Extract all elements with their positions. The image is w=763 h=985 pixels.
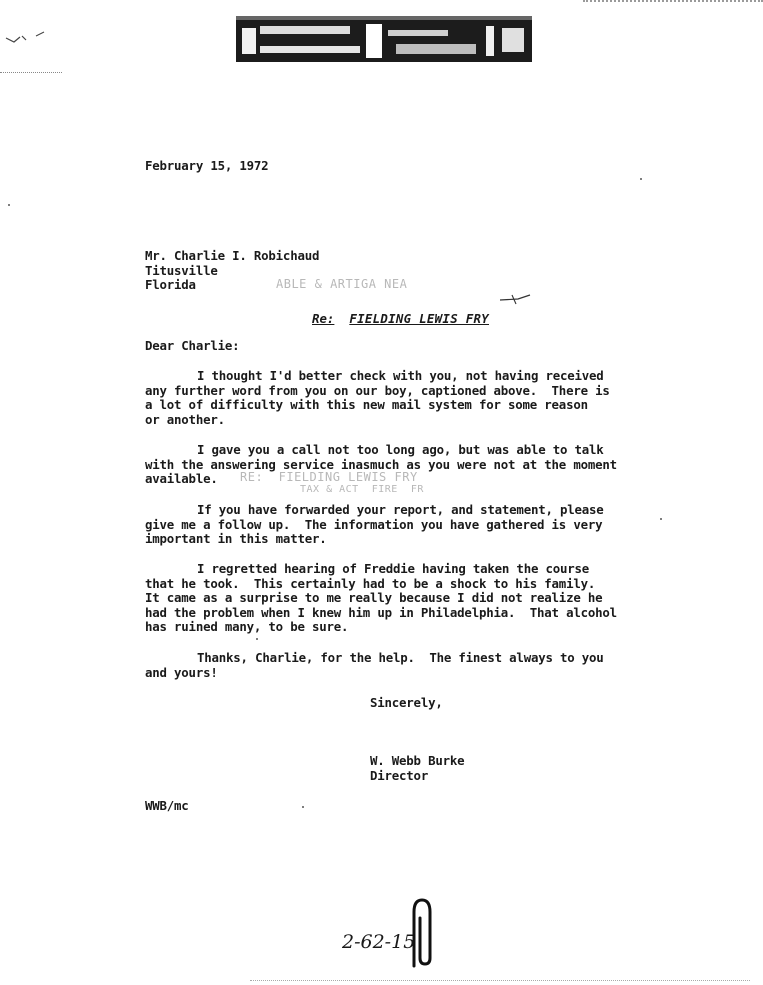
paragraph-line: or another. <box>145 411 225 427</box>
pen-check-mark <box>498 292 532 306</box>
paragraph-1 <box>145 369 610 427</box>
paragraph-line: available. <box>145 471 218 487</box>
letter-date: February 15, 1972 <box>145 158 269 173</box>
paragraph-line: a lot of difficulty with this new mail system for some reason <box>145 397 588 413</box>
recipient-name: Mr. Charlie I. Robichaud <box>145 248 320 263</box>
paragraph-line: I thought I'd better check with you, not having received <box>197 368 604 383</box>
signature-block <box>370 754 464 783</box>
paragraph-line: give me a follow up. The information you have gathered is very <box>145 516 603 532</box>
signatory-name: W. Webb Burke <box>370 753 465 768</box>
paragraph-line: with the answering service inasmuch as you were not at the moment <box>145 456 617 472</box>
reference-subject: FIELDING LEWIS FRY <box>349 311 489 326</box>
clip-shadow-mark <box>236 16 532 66</box>
paragraph-line: has ruined many, to be sure. <box>145 619 349 635</box>
paragraph-4 <box>145 562 617 635</box>
recipient-city: Titusville <box>145 262 218 278</box>
speck <box>660 518 662 520</box>
paperclip-icon <box>408 896 436 968</box>
paragraph-line: If you have forwarded your report, and statement, please <box>197 502 604 517</box>
subject-reference <box>312 311 489 326</box>
paragraph-line: and yours! <box>145 664 218 680</box>
paragraph-3 <box>145 503 604 547</box>
margin-scribble <box>4 28 52 48</box>
typist-initials: WWB/mc <box>145 798 189 813</box>
paragraph-line: Thanks, Charlie, for the help. The finest always to you <box>197 650 604 665</box>
closing: Sincerely, <box>370 695 443 710</box>
bleed-through-text: ABLE & ARTIGA NEA <box>276 277 408 291</box>
paragraph-line: I gave you a call not too long ago, but was able to talk <box>197 442 604 457</box>
bleed-through-text: TAX & ACT FIRE FR <box>300 484 424 495</box>
paragraph-line: had the problem when I knew him up in Philadelphia. That alcohol <box>145 604 617 620</box>
salutation: Dear Charlie: <box>145 338 240 353</box>
paragraph-line: important in this matter. <box>145 531 327 547</box>
bleed-through-text: RE: FIELDING LEWIS FRY <box>240 470 418 484</box>
speck <box>302 806 304 808</box>
paragraph-line: that he took. This certainly had to be a shock to his family. <box>145 575 596 591</box>
bottom-edge-dots <box>250 980 750 981</box>
signatory-title: Director <box>370 767 429 783</box>
paragraph-line: any further word from you on our boy, captioned above. There is <box>145 382 610 398</box>
paragraph-5 <box>145 651 604 680</box>
speck <box>256 638 258 640</box>
speck <box>8 204 10 206</box>
reference-label: Re: <box>312 311 335 326</box>
file-number-handwritten: 2-62-15 <box>342 931 416 953</box>
recipient-state: Florida <box>145 277 196 293</box>
paragraph-line: I regretted hearing of Freddie having taken the course <box>197 561 590 576</box>
speck <box>640 178 642 180</box>
paragraph-line: It came as a surprise to me really because I did not realize he <box>145 590 603 606</box>
top-edge-dots <box>583 0 763 6</box>
margin-rule <box>0 72 62 73</box>
